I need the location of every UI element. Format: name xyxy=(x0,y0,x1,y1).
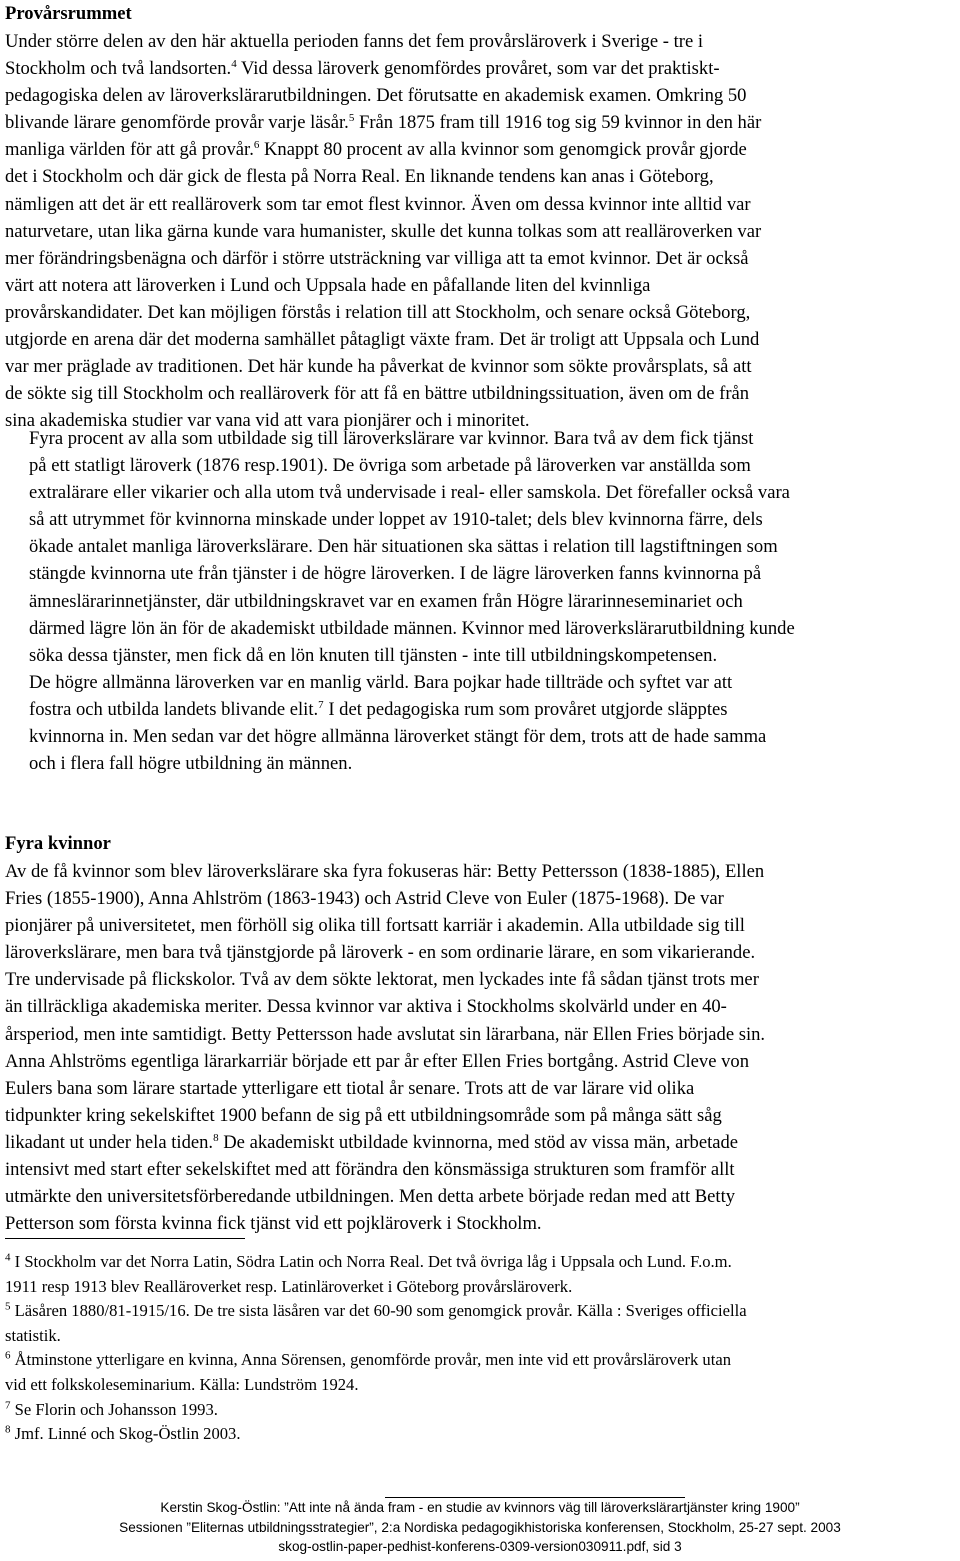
text-segment: Stockholm och två landsorten. xyxy=(5,58,232,80)
text-line: utgjorde en arena där det moderna samhället påtagligt växte fram. Det är troligt att Uppsala och Lund xyxy=(5,329,760,351)
footnote-text: Jmf. Linné och Skog-Östlin 2003. xyxy=(10,1424,241,1444)
text-line: mer förändringsbenägna och därför i större utsträckning var villiga att ta emot kvinnor. Det är också xyxy=(5,247,749,269)
text-line: provårskandidater. Det kan möjligen förstås i relation till att Stockholm, och senare också Göteborg, xyxy=(5,301,751,323)
paragraph-1 xyxy=(5,28,953,434)
text-line: än tillräckliga akademiska meriter. Dessa kvinnor var aktiva i Stockholms skolvärld under en 40- xyxy=(5,996,727,1018)
footnote-line xyxy=(5,1348,953,1373)
paragraph-3 xyxy=(5,669,960,777)
text-line: Av de få kvinnor som blev läroverkslärare ska fyra fokuseras här: Betty Pettersson (1838-1885), Ellen xyxy=(5,861,765,882)
text-segment: Från 1875 fram till 1916 tog sig 59 kvinnor in den här xyxy=(354,112,762,134)
text-line: nämligen att det är ett realläroverk som tar emot flest kvinnor. Även om dessa kvinnor inte alltid var xyxy=(5,193,751,215)
footnote-line xyxy=(5,1250,953,1275)
text-line: stängde kvinnorna ute från tjänster i de högre läroverken. I de lägre läroverken fanns kvinnorna på xyxy=(29,563,762,585)
text-line: söka dessa tjänster, men fick då en lön knuten till tjänsten - inte till utbildningskompetensen. xyxy=(29,644,718,666)
text-line: skog-ostlin-paper-pedhist-konferens-0309-version030911.pdf, sid 3 xyxy=(278,1539,682,1554)
text-line: årsperiod, men inte samtidigt. Betty Pettersson hade avslutat sin lärarbana, när Ellen Fries började sin. xyxy=(5,1023,766,1045)
text-line: Sessionen ”Eliternas utbildningsstrategier”, 2:a Nordiska pedagogikhistoriska konferensen, Stockholm, 25-27 sept. 2003 xyxy=(119,1519,841,1535)
text-line: läroverkslärare, men bara två tjänstgjorde på läroverk - en som ordinarie lärare, en som vikarierande. xyxy=(5,942,756,964)
footnote-number: 5 xyxy=(5,1300,11,1313)
text-line: Fyra procent av alla som utbildade sig till läroverkslärare var kvinnor. Bara två av dem fick tjänst xyxy=(29,428,754,449)
paragraph-2 xyxy=(5,425,960,669)
text-line: utmärkte den universitetsförberedande utbildningen. Men detta arbete började redan med att Betty xyxy=(5,1186,736,1208)
text-line: Kerstin Skog-Östlin: ”Att inte nå ända fram - en studie av kvinnors väg till läroverkslärartjänster kring 1900” xyxy=(160,1500,800,1515)
footnote-reference[interactable]: 6 xyxy=(253,139,260,152)
footnote-line xyxy=(5,1324,953,1349)
footnote-text: Se Florin och Johansson 1993. xyxy=(10,1399,218,1419)
text-line: sina akademiska studier var vana vid att vara pionjärer och i minoritet. xyxy=(5,410,530,432)
text-line: Under större delen av den här aktuella perioden fanns det fem provårsläroverk i Sverige - tre i xyxy=(5,31,704,52)
text-line: Fries (1855-1900), Anna Ahlström (1863-1943) och Astrid Cleve von Euler (1875-1968). De var xyxy=(5,888,724,910)
footnote-line xyxy=(5,1299,953,1324)
text-line xyxy=(29,696,960,723)
footnote-text: Åtminstone ytterligare en kvinna, Anna Sörensen, genomförde provår, men inte vid ett provårsläroverk utan xyxy=(10,1350,731,1370)
text-line: pedagogiska delen av läroverkslärarutbildningen. Det förutsatte en akademisk examen. Omkring 50 xyxy=(5,85,747,107)
text-line: Petterson som första kvinna fick tjänst vid ett pojkläroverk i Stockholm. xyxy=(5,1213,542,1235)
text-line: intensivt med start efter sekelskiftet med att förändra den könsmässiga strukturen som framför allt xyxy=(5,1159,735,1181)
footnote-text: statistik. xyxy=(5,1325,61,1345)
text-line: och i flera fall högre utbildning än männen. xyxy=(29,753,353,775)
text-segment: likadant ut under hela tiden. xyxy=(5,1131,214,1153)
footnote-text: 1911 resp 1913 blev Realläroverket resp. Latinläroverket i Göteborg provårsläroverk. xyxy=(5,1276,573,1296)
text-line: De högre allmänna läroverken var en manlig värld. Bara pojkar hade tillträde och syftet var att xyxy=(29,672,733,693)
text-segment: De akademiskt utbildade kvinnorna, med stöd av vissa män, arbetade xyxy=(218,1131,739,1153)
text-line: pionjärer på universitetet, men förhöll sig olika till fortsatt karriär i akademin. Alla utbildade sig till xyxy=(5,915,745,937)
footnote-number: 4 xyxy=(5,1251,11,1264)
footnote-number: 6 xyxy=(5,1349,11,1362)
text-segment: I det pedagogiska rum som provåret utgjorde släpptes xyxy=(323,699,728,721)
text-line: därmed lägre lön än för de akademiskt utbildade männen. Kvinnor med läroverkslärarutbildning kunde xyxy=(29,617,795,639)
section-heading-fyra-kvinnor: Fyra kvinnor xyxy=(5,833,111,854)
text-line: naturvetare, utan lika gärna kunde vara humanister, skulle det kunna tolkas som att realläroverken var xyxy=(5,220,762,242)
text-segment: blivande lärare genomförde provår varje läsår. xyxy=(5,112,349,134)
footnote-text: I Stockholm var det Norra Latin, Södra Latin och Norra Real. Det två övriga låg i Uppsala och Lund. F.o.m. xyxy=(10,1252,732,1271)
text-line: kvinnorna in. Men sedan var det högre allmänna läroverket stängt för dem, trots att de hade samma xyxy=(29,726,767,748)
text-line: Tre undervisade på flickskolor. Två av dem sökte lektorat, men lyckades inte få sådan tjänst trots mer xyxy=(5,969,759,991)
text-line: värt att notera att läroverken i Lund och Uppsala hade en påfallande liten del kvinnliga xyxy=(5,274,651,296)
footnote-line xyxy=(5,1373,953,1398)
page-footer xyxy=(0,1498,960,1557)
text-line: de sökte sig till Stockholm och realläroverk för att få en bättre utbildningssituation, även om de från xyxy=(5,383,750,405)
text-line: var mer präglade av traditionen. Det här kunde ha påverkat de kvinnor som sökte provårsplats, så att xyxy=(5,356,752,378)
paragraph-4 xyxy=(5,858,953,1237)
text-line: så att utrymmet för kvinnorna minskade under loppet av 1910-talet; dels blev kvinnorna färre, dels xyxy=(29,509,763,531)
text-line: på ett statligt läroverk (1876 resp.1901). De övriga som arbetade på läroverken var anställda som xyxy=(29,455,751,477)
footnote-reference[interactable]: 7 xyxy=(318,698,324,711)
text-line: Anna Ahlströms egentliga lärarkarriär började ett par år efter Ellen Fries bortgång. Astrid Cleve von xyxy=(5,1050,750,1072)
footnote-separator xyxy=(5,1238,245,1239)
section-heading-provarsrummet: Provårsrummet xyxy=(5,3,132,24)
footnote-reference[interactable]: 5 xyxy=(348,112,355,125)
footnote-line xyxy=(5,1398,953,1423)
footnote-number: 7 xyxy=(5,1399,11,1412)
text-line: extralärare eller vikarier och alla utom två undervisade i real- eller samskola. Det förefaller också vara xyxy=(29,482,790,504)
footnote-text: vid ett folkskoleseminarium. Källa: Lundström 1924. xyxy=(5,1374,359,1394)
text-line xyxy=(5,1129,953,1156)
text-line: det i Stockholm och där gick de flesta på Norra Real. En liknande tendens kan anas i Göteborg, xyxy=(5,166,714,188)
text-line: ökade antalet manliga läroverkslärare. Den här situationen ska sättas i relation till lagstiftningen som xyxy=(29,536,778,558)
text-line xyxy=(5,109,953,136)
text-segment: Vid dessa läroverk genomfördes provåret, som var det praktiskt- xyxy=(236,58,720,80)
text-segment: manliga världen för att gå provår. xyxy=(5,139,254,161)
footnote-line xyxy=(5,1275,953,1300)
text-line: tidpunkter kring sekelskiftet 1900 befann de sig på ett utbildningsområde som på många sätt såg xyxy=(5,1104,722,1126)
text-line xyxy=(5,136,953,163)
text-segment: Knappt 80 procent av alla kvinnor som genomgick provår gjorde xyxy=(259,139,747,161)
text-line: ämneslärarinnetjänster, där utbildningskravet var en examen från Högre lärarinneseminariet och xyxy=(29,590,743,612)
footnote-reference[interactable]: 4 xyxy=(231,57,237,70)
text-segment: fostra och utbilda landets blivande elit. xyxy=(29,699,319,721)
footnote-text: Läsåren 1880/81-1915/16. De tre sista läsåren var det 60-90 som genomgick provår. Källa : Sveriges officiella xyxy=(10,1301,747,1321)
footnote-reference[interactable]: 8 xyxy=(213,1131,219,1144)
footnote-line xyxy=(5,1422,953,1447)
footnotes xyxy=(5,1250,953,1447)
text-line: Eulers bana som lärare startade ytterligare ett tiotal år senare. Trots att de var lärare vid olika xyxy=(5,1077,695,1099)
text-line xyxy=(5,55,953,82)
footnote-number: 8 xyxy=(5,1423,11,1436)
